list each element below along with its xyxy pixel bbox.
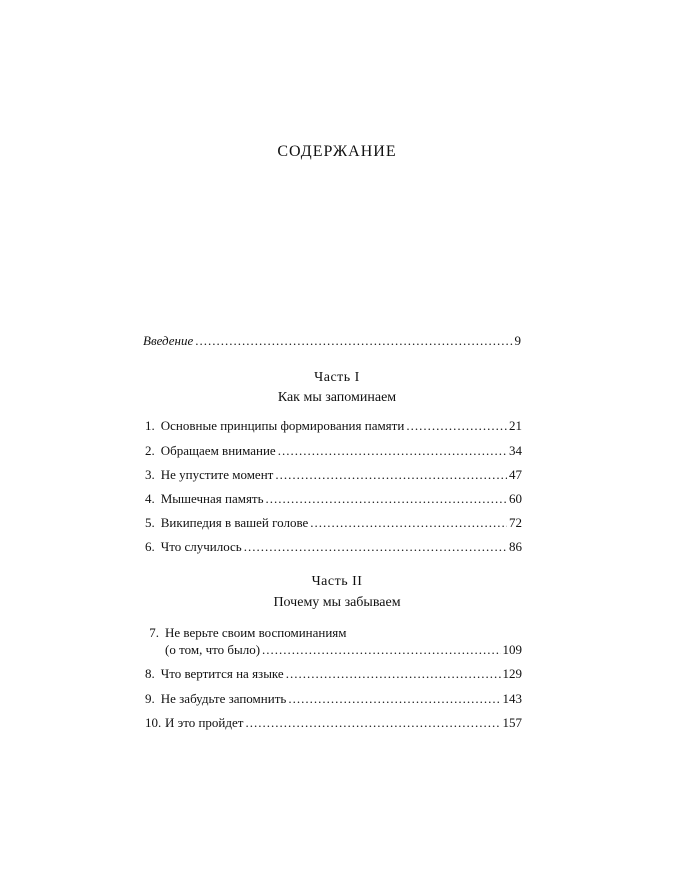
page-heading: СОДЕРЖАНИЕ	[277, 143, 397, 160]
toc-entry-chapter-4[interactable]	[145, 491, 522, 507]
toc-entry-title: Введение	[143, 333, 194, 348]
toc-entry-chapter-1[interactable]	[145, 418, 522, 434]
chapter-page: 109	[502, 642, 522, 657]
toc-entry-intro[interactable]	[143, 333, 521, 349]
dot-leader	[266, 491, 507, 507]
toc-entry-chapter-10[interactable]	[145, 715, 522, 731]
chapter-title: Основные принципы формирования памяти	[160, 418, 405, 433]
chapter-number: 7.	[149, 625, 159, 640]
dot-leader	[406, 418, 507, 434]
dot-leader	[310, 515, 507, 531]
chapter-page: 72	[509, 515, 522, 530]
chapter-page: 143	[502, 691, 522, 706]
chapter-number: 2.	[145, 443, 155, 458]
dot-leader	[286, 666, 501, 682]
dot-leader	[275, 467, 507, 483]
chapter-title: И это пройдет	[165, 715, 244, 730]
chapter-number: 3.	[145, 467, 155, 482]
dot-leader	[195, 333, 512, 349]
dot-leader	[262, 642, 500, 658]
chapter-title-continued: (о том, что было)	[165, 642, 261, 657]
dot-leader	[288, 691, 500, 707]
chapter-number: 10.	[145, 715, 162, 730]
chapter-title: Википедия в вашей голове	[160, 515, 309, 530]
toc-entry-chapter-6[interactable]	[145, 539, 522, 555]
chapter-page: 34	[509, 443, 522, 458]
dot-leader	[244, 539, 507, 555]
chapter-number: 1.	[145, 418, 155, 433]
part-2-title: Почему мы забываем	[273, 595, 401, 610]
chapter-title: Что случилось	[160, 539, 242, 554]
toc-entry-chapter-3[interactable]	[145, 467, 522, 483]
chapter-title: Что вертится на языке	[160, 666, 284, 681]
chapter-page: 129	[502, 666, 522, 681]
chapter-title: Не забудьте запомнить	[160, 691, 287, 706]
chapter-page: 21	[509, 418, 522, 433]
chapter-number: 4.	[145, 491, 155, 506]
dot-leader	[245, 715, 500, 731]
chapter-page: 47	[509, 467, 522, 482]
chapter-number: 6.	[145, 539, 155, 554]
dot-leader	[278, 443, 507, 459]
chapter-title: Обращаем внимание	[160, 443, 276, 458]
chapter-number: 9.	[145, 691, 155, 706]
toc-entry-chapter-9[interactable]	[145, 691, 522, 707]
toc-entry-chapter-8[interactable]	[145, 666, 522, 682]
chapter-page: 86	[509, 539, 522, 554]
toc-entry-chapter-2[interactable]	[145, 443, 522, 459]
chapter-number: 8.	[145, 666, 155, 681]
chapter-page: 60	[509, 491, 522, 506]
part-1-title: Как мы запоминаем	[277, 390, 397, 405]
toc-entry-chapter-5[interactable]	[145, 515, 522, 531]
chapter-page: 157	[502, 715, 522, 730]
chapter-title: Не верьте своим воспоминаниям	[165, 625, 347, 640]
toc-entry-chapter-7-first-line[interactable]	[145, 625, 347, 641]
part-2-label: Часть II	[311, 574, 363, 589]
part-1-label: Часть I	[314, 370, 360, 385]
toc-entry-chapter-7[interactable]	[165, 642, 522, 658]
chapter-number: 5.	[145, 515, 155, 530]
chapter-title: Мышечная память	[160, 491, 264, 506]
toc-entry-page: 9	[514, 333, 521, 348]
chapter-title: Не упустите момент	[160, 467, 274, 482]
